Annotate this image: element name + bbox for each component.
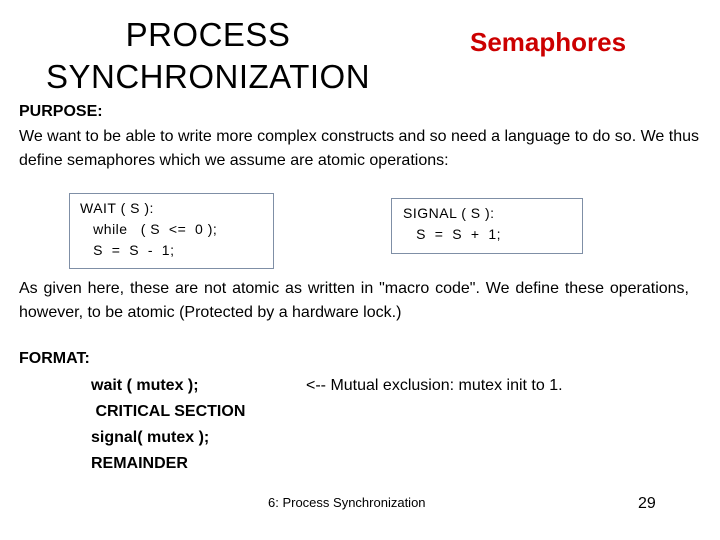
footer-label: 6: Process Synchronization xyxy=(268,495,426,510)
slide-subtitle: Semaphores xyxy=(470,27,627,57)
wait-line-1: WAIT ( S ): xyxy=(80,200,154,216)
format-line-signal: signal( mutex ); xyxy=(91,429,210,446)
slide-title xyxy=(18,14,398,98)
slide-title-line-1: PROCESS xyxy=(125,16,291,53)
explanation-text: As given here, these are not atomic as written in "macro code". We define these operations, however, to be atomic (Protected by a hardware lock.) xyxy=(19,280,689,321)
wait-code-box xyxy=(69,193,274,269)
wait-line-2: while ( S <= 0 ); xyxy=(80,221,218,237)
signal-line-2: S = S + 1; xyxy=(403,226,501,242)
page-number: 29 xyxy=(638,495,656,512)
signal-line-1: SIGNAL ( S ): xyxy=(403,205,495,221)
format-comment: <-- Mutual exclusion: mutex init to 1. xyxy=(306,377,563,394)
format-line-remainder: REMAINDER xyxy=(91,455,188,472)
signal-code-box xyxy=(391,198,583,254)
format-heading: FORMAT: xyxy=(19,350,90,367)
slide-title-line-2: SYNCHRONIZATION xyxy=(45,58,371,95)
purpose-text: We want to be able to write more complex constructs and so need a language to do so. We thus define semaphores which we assume are atomic operations: xyxy=(19,128,699,169)
format-line-wait: wait ( mutex ); xyxy=(91,377,199,394)
format-line-critical: CRITICAL SECTION xyxy=(91,403,246,420)
wait-line-3: S = S - 1; xyxy=(80,242,175,258)
purpose-heading: PURPOSE: xyxy=(19,103,103,120)
